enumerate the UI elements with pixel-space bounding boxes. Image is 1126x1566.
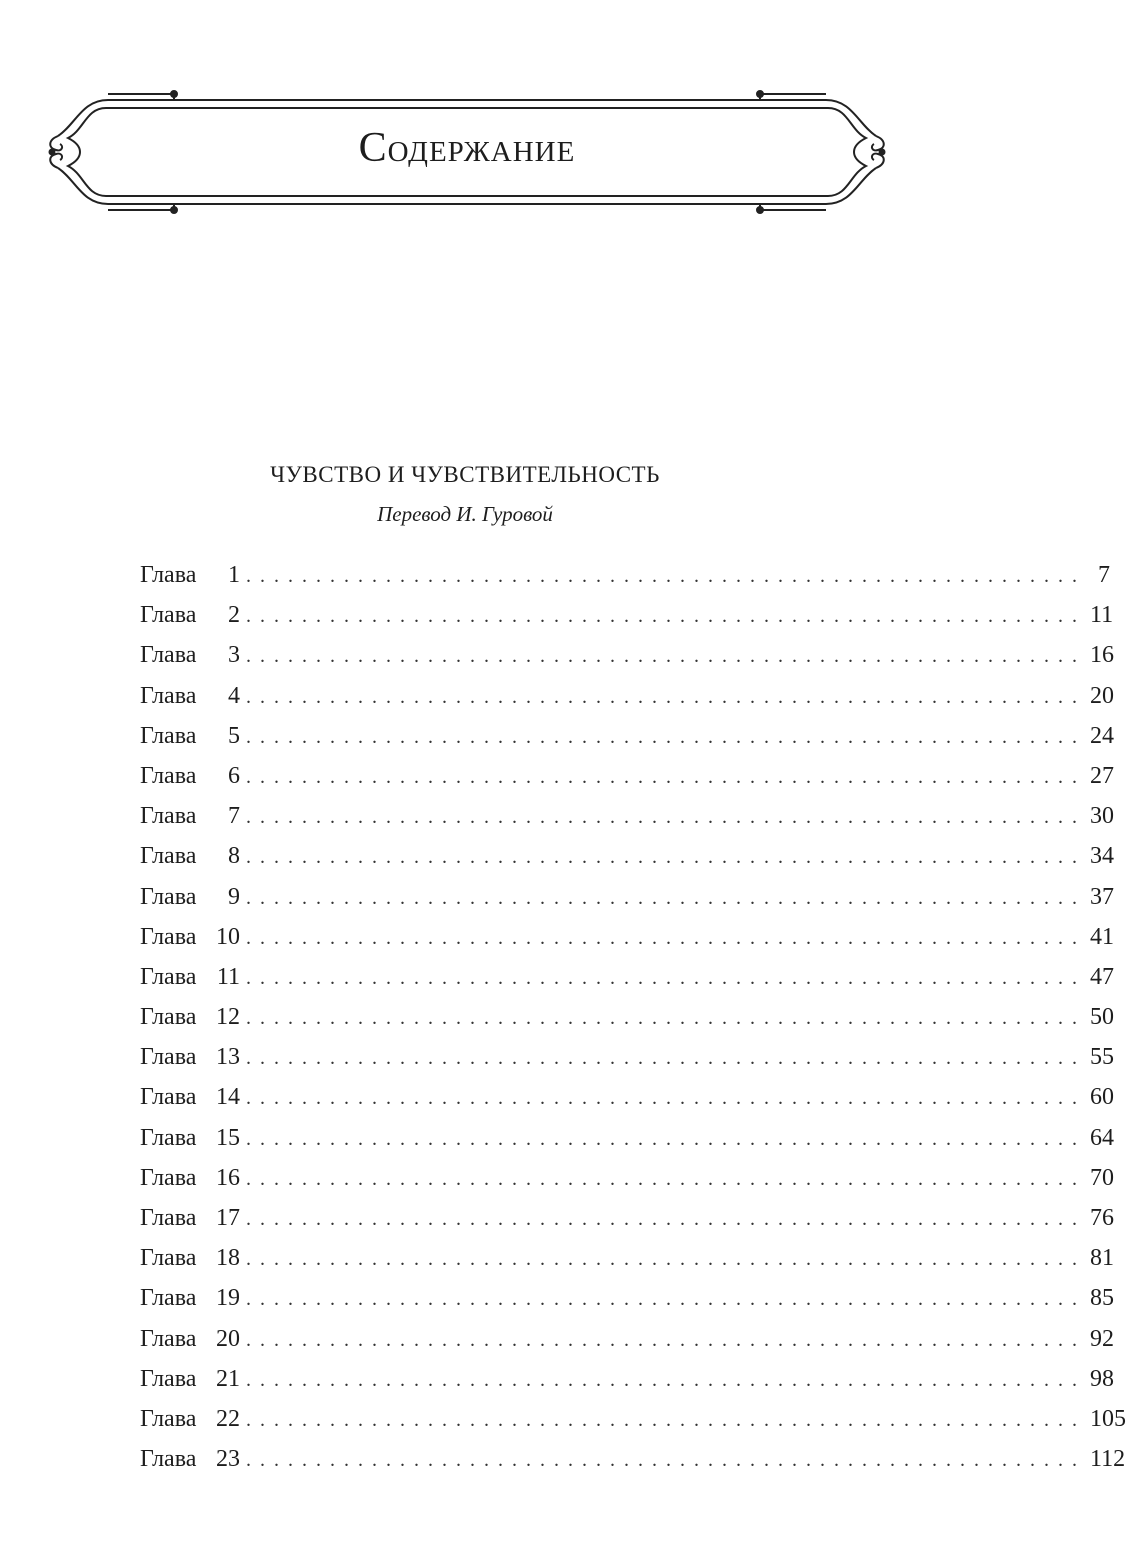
page-number: 11 <box>1090 602 1114 629</box>
dot-leader: ............................................................ <box>246 1408 1086 1431</box>
dot-leader: ............................................................ <box>246 605 1086 628</box>
page-number: 105 <box>1090 1405 1126 1432</box>
toc-entry <box>140 1439 1126 1479</box>
chapter-label: Глава <box>140 1164 197 1191</box>
chapter-label: Глава <box>140 1004 197 1031</box>
toc-entry <box>140 877 1114 917</box>
chapter-label: Глава <box>140 1325 197 1352</box>
dot-leader: ............................................................ <box>246 1208 1086 1230</box>
page-number: 112 <box>1090 1446 1126 1473</box>
chapter-number: 19 <box>216 1285 240 1312</box>
chapter-number: 12 <box>216 1004 240 1031</box>
page-number: 64 <box>1090 1124 1114 1151</box>
dot-leader: ............................................................ <box>246 725 1086 748</box>
page-number: 27 <box>1090 762 1114 789</box>
chapter-number: 15 <box>216 1124 240 1151</box>
chapter-label: Глава <box>140 602 197 629</box>
page-number: 37 <box>1090 883 1114 910</box>
chapter-number: 11 <box>216 963 240 990</box>
chapter-label: Глава <box>140 923 197 950</box>
dot-leader: ............................................................ <box>246 685 1086 708</box>
toc-entry <box>140 1278 1114 1318</box>
chapter-label: Глава <box>140 883 197 910</box>
chapter-label: Глава <box>140 963 197 990</box>
page-number: 81 <box>1090 1245 1114 1272</box>
toc-entry <box>140 1198 1114 1238</box>
page-number: 50 <box>1090 1004 1114 1031</box>
toc-entry <box>140 997 1114 1037</box>
chapter-label: Глава <box>140 1124 197 1151</box>
dot-leader: ............................................................ <box>246 806 1086 829</box>
toc-entry <box>140 917 1114 957</box>
page-title: Содержание <box>358 125 576 171</box>
dot-leader: ............................................................ <box>246 926 1086 949</box>
chapter-label: Глава <box>140 562 197 588</box>
chapter-label: Глава <box>140 722 197 749</box>
chapter-label: Глава <box>140 1044 197 1071</box>
dot-leader: ............................................................ <box>246 1087 1086 1110</box>
page-number: 20 <box>1090 682 1114 709</box>
toc-entry <box>140 1359 1114 1399</box>
dot-leader: ............................................................ <box>246 846 1086 869</box>
page-number: 60 <box>1090 1084 1114 1111</box>
toc-entry <box>140 635 1114 675</box>
chapter-number: 5 <box>228 722 240 749</box>
chapter-label: Глава <box>140 762 197 789</box>
chapter-label: Глава <box>140 1245 197 1272</box>
page-number: 55 <box>1090 1044 1114 1071</box>
chapter-label: Глава <box>140 1205 197 1231</box>
page-number: 41 <box>1090 923 1114 950</box>
toc-entry <box>140 836 1114 876</box>
toc-entry <box>140 1118 1114 1158</box>
chapter-number: 17 <box>216 1205 240 1231</box>
chapter-number: 3 <box>228 642 240 669</box>
chapter-label: Глава <box>140 1446 197 1473</box>
dot-leader: ............................................................ <box>246 1368 1086 1391</box>
chapter-number: 13 <box>216 1044 240 1071</box>
dot-leader: ............................................................ <box>246 1449 1086 1472</box>
dot-leader: ............................................................ <box>246 1007 1086 1030</box>
dot-leader: ............................................................ <box>246 1328 1086 1351</box>
chapter-label: Глава <box>140 682 197 709</box>
toc-entry <box>140 716 1114 756</box>
dot-leader: ............................................................ <box>246 1288 1086 1311</box>
chapter-number: 10 <box>216 923 240 950</box>
chapter-number: 8 <box>228 843 240 870</box>
page-number: 24 <box>1090 722 1114 749</box>
toc-entry <box>140 555 1110 595</box>
chapter-number: 21 <box>216 1365 240 1392</box>
toc-entry <box>140 595 1114 635</box>
chapter-number: 18 <box>216 1245 240 1272</box>
chapter-label: Глава <box>140 1084 197 1111</box>
page-number: 47 <box>1090 963 1114 990</box>
toc-entry <box>140 1319 1114 1359</box>
page-number: 30 <box>1090 803 1114 830</box>
toc-entry <box>140 1037 1114 1077</box>
dot-leader: ............................................................ <box>246 645 1086 668</box>
translator-credit: Перевод И. Гуровой <box>377 502 553 526</box>
chapter-number: 7 <box>228 803 240 830</box>
chapter-label: Глава <box>140 1365 197 1392</box>
dot-leader: ............................................................ <box>246 886 1086 909</box>
dot-leader: ............................................................ <box>246 1167 1086 1190</box>
chapter-number: 16 <box>216 1164 240 1191</box>
page-number: 92 <box>1090 1325 1114 1352</box>
toc-entry <box>140 756 1114 796</box>
dot-leader: ............................................................ <box>246 1047 1086 1070</box>
chapter-number: 1 <box>228 562 240 588</box>
table-of-contents <box>140 555 1126 1479</box>
page-number: 7 <box>1098 562 1110 588</box>
page-number: 98 <box>1090 1365 1114 1392</box>
toc-entry <box>140 1077 1114 1117</box>
dot-leader: ............................................................ <box>246 565 1086 587</box>
chapter-label: Глава <box>140 1405 197 1432</box>
book-title: ЧУВСТВО И ЧУВСТВИТЕЛЬНОСТЬ <box>270 462 660 487</box>
chapter-label: Глава <box>140 642 197 669</box>
toc-entry <box>140 957 1114 997</box>
chapter-number: 20 <box>216 1325 240 1352</box>
toc-entry <box>140 1238 1114 1278</box>
toc-entry <box>140 1399 1126 1439</box>
page-number: 76 <box>1090 1205 1114 1231</box>
dot-leader: ............................................................ <box>246 1127 1086 1150</box>
chapter-label: Глава <box>140 1285 197 1312</box>
chapter-number: 4 <box>228 682 240 709</box>
chapter-label: Глава <box>140 843 197 870</box>
dot-leader: ............................................................ <box>246 966 1086 989</box>
chapter-number: 14 <box>216 1084 240 1111</box>
chapter-number: 9 <box>228 883 240 910</box>
dot-leader: ............................................................ <box>246 1248 1086 1271</box>
chapter-number: 23 <box>216 1446 240 1473</box>
toc-entry <box>140 796 1114 836</box>
chapter-label: Глава <box>140 803 197 830</box>
chapter-number: 2 <box>228 602 240 629</box>
toc-entry <box>140 676 1114 716</box>
page-number: 34 <box>1090 843 1114 870</box>
page-number: 16 <box>1090 642 1114 669</box>
page-number: 70 <box>1090 1164 1114 1191</box>
page-number: 85 <box>1090 1285 1114 1312</box>
toc-entry <box>140 1158 1114 1198</box>
chapter-number: 22 <box>216 1405 240 1432</box>
chapter-number: 6 <box>228 762 240 789</box>
dot-leader: ............................................................ <box>246 765 1086 788</box>
